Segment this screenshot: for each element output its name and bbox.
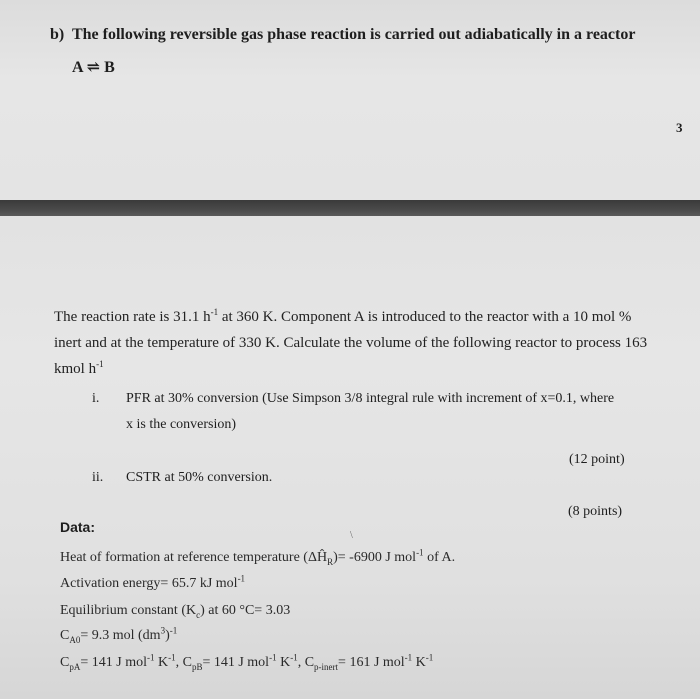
item-2-text: CSTR at 50% conversion.	[126, 470, 273, 485]
page-divider-shadow	[0, 200, 700, 216]
item-1-text-cont: x is the conversion)	[126, 417, 237, 432]
data-heat-of-formation: Heat of formation at reference temperature $(\Delta Ĥ_R)= -6900$ J mol$^{-1}$ of A.	[60, 547, 456, 567]
problem-line-2: inert and at the temperature of 330 K. Calculate the volume of the following reactor to process 163	[54, 335, 648, 351]
question-title	[50, 26, 635, 44]
data-equilibrium-constant: Equilibrium constant $(K_c)$ at 60 °C= 3.03	[60, 603, 291, 620]
question-label: b)	[50, 26, 65, 43]
item-1-points: (12 point)	[569, 452, 625, 467]
item-2-points: (8 points)	[568, 504, 623, 519]
reaction-equation: A ⇌ B	[72, 59, 115, 76]
page-number: 3	[676, 120, 683, 135]
stray-pen-mark: \	[350, 530, 353, 541]
data-heat-capacities: $C_{pA}= 141$ J mol$^{-1}$ $K^{-1}$, $C_{pB}= 141$ J mol$^{-1}$ $K^{-1}$, $C_{p-inert}= 161$ J mol$^{-1}$ $K^{-1}$	[60, 652, 434, 672]
problem-line-3: kmol $h^{-1}$	[54, 359, 104, 377]
item-2-number: ii.	[92, 470, 104, 485]
data-heading: Data:	[60, 519, 96, 535]
item-1-number: i.	[92, 391, 100, 406]
data-initial-concentration: $C_{A0}= 9.3$ mol $(dm^3)^{-1}$	[60, 625, 178, 645]
item-1-text: PFR at 30% conversion (Use Simpson 3/8 integral rule with increment of x=0.1, where	[126, 391, 615, 406]
problem-line-1: The reaction rate is 31.1 $h^{-1}$ at 360 K. Component A is introduced to the reactor with a 10 mol %	[54, 307, 632, 325]
question-text: The following reversible gas phase reaction is carried out adiabatically in a reactor	[71, 26, 636, 43]
data-activation-energy: Activation energy= 65.7 kJ mol$^{-1}$	[60, 573, 246, 591]
